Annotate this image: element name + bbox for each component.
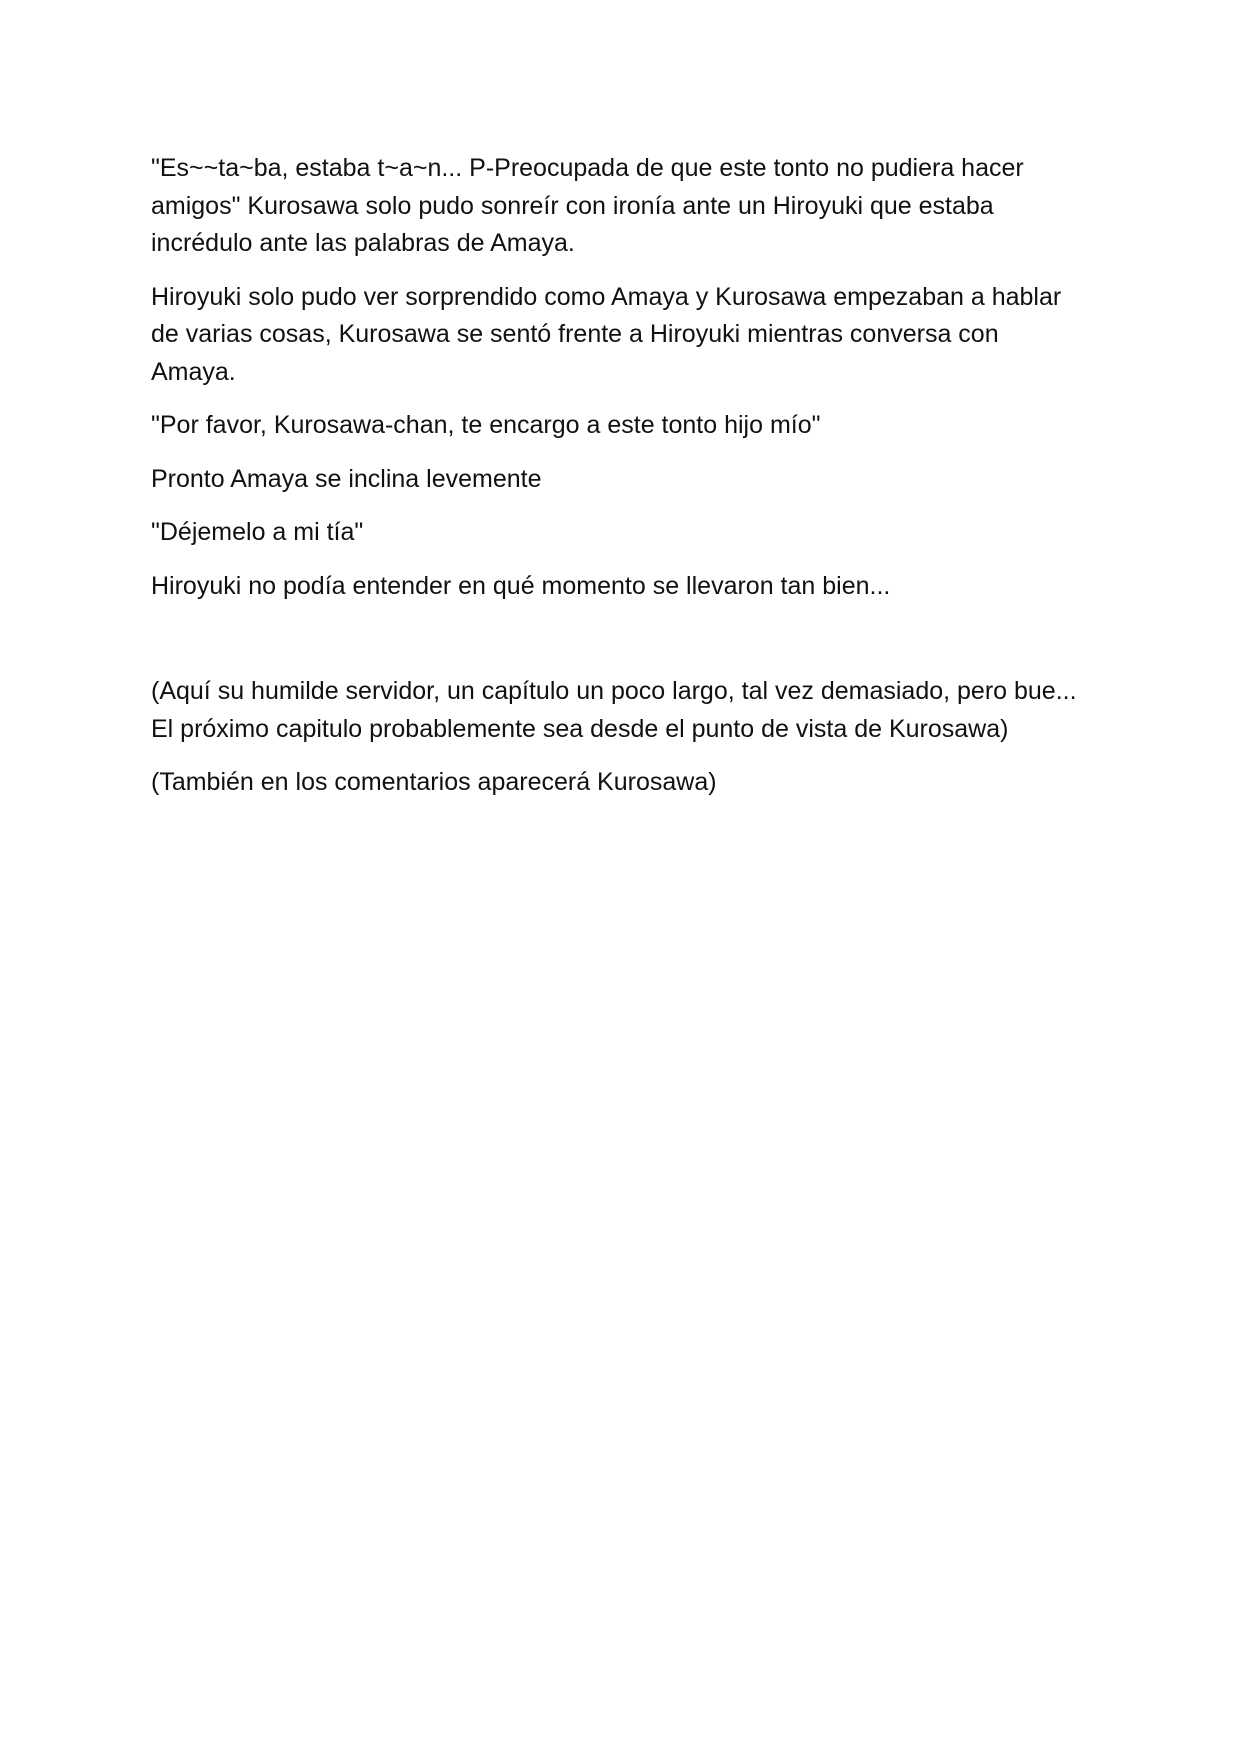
author-note-comments: (También en los comentarios aparecerá Kurosawa) — [151, 768, 717, 796]
section-gap — [151, 621, 1081, 673]
document-body — [151, 150, 1081, 818]
paragraph-conversation: Hiroyuki solo pudo ver sorprendido como Amaya y Kurosawa empezaban a hablar de varias cosas, Kurosawa se sentó frente a Hiroyuki mientras conversa con Amaya. — [151, 282, 1062, 386]
paragraph-reply: "Déjemelo a mi tía" — [151, 518, 364, 546]
paragraph-dialogue-worried: "Es~~ta~ba, estaba t~a~n... P-Preocupada de que este tonto no pudiera hacer amigos" Kurosawa solo pudo sonreír con ironía ante un Hiroyuki que estaba incrédulo ante las palabras de Amaya. — [151, 154, 1024, 257]
paragraph-request: "Por favor, Kurosawa-chan, te encargo a este tonto hijo mío" — [151, 411, 821, 439]
author-note-chapter: (Aquí su humilde servidor, un capítulo un poco largo, tal vez demasiado, pero bue... El próximo capitulo probablemente sea desde el punto de vista de Kurosawa) — [151, 677, 1077, 743]
paragraph-confusion: Hiroyuki no podía entender en qué momento se llevaron tan bien... — [151, 571, 891, 600]
paragraph-bow: Pronto Amaya se inclina levemente — [151, 464, 542, 493]
